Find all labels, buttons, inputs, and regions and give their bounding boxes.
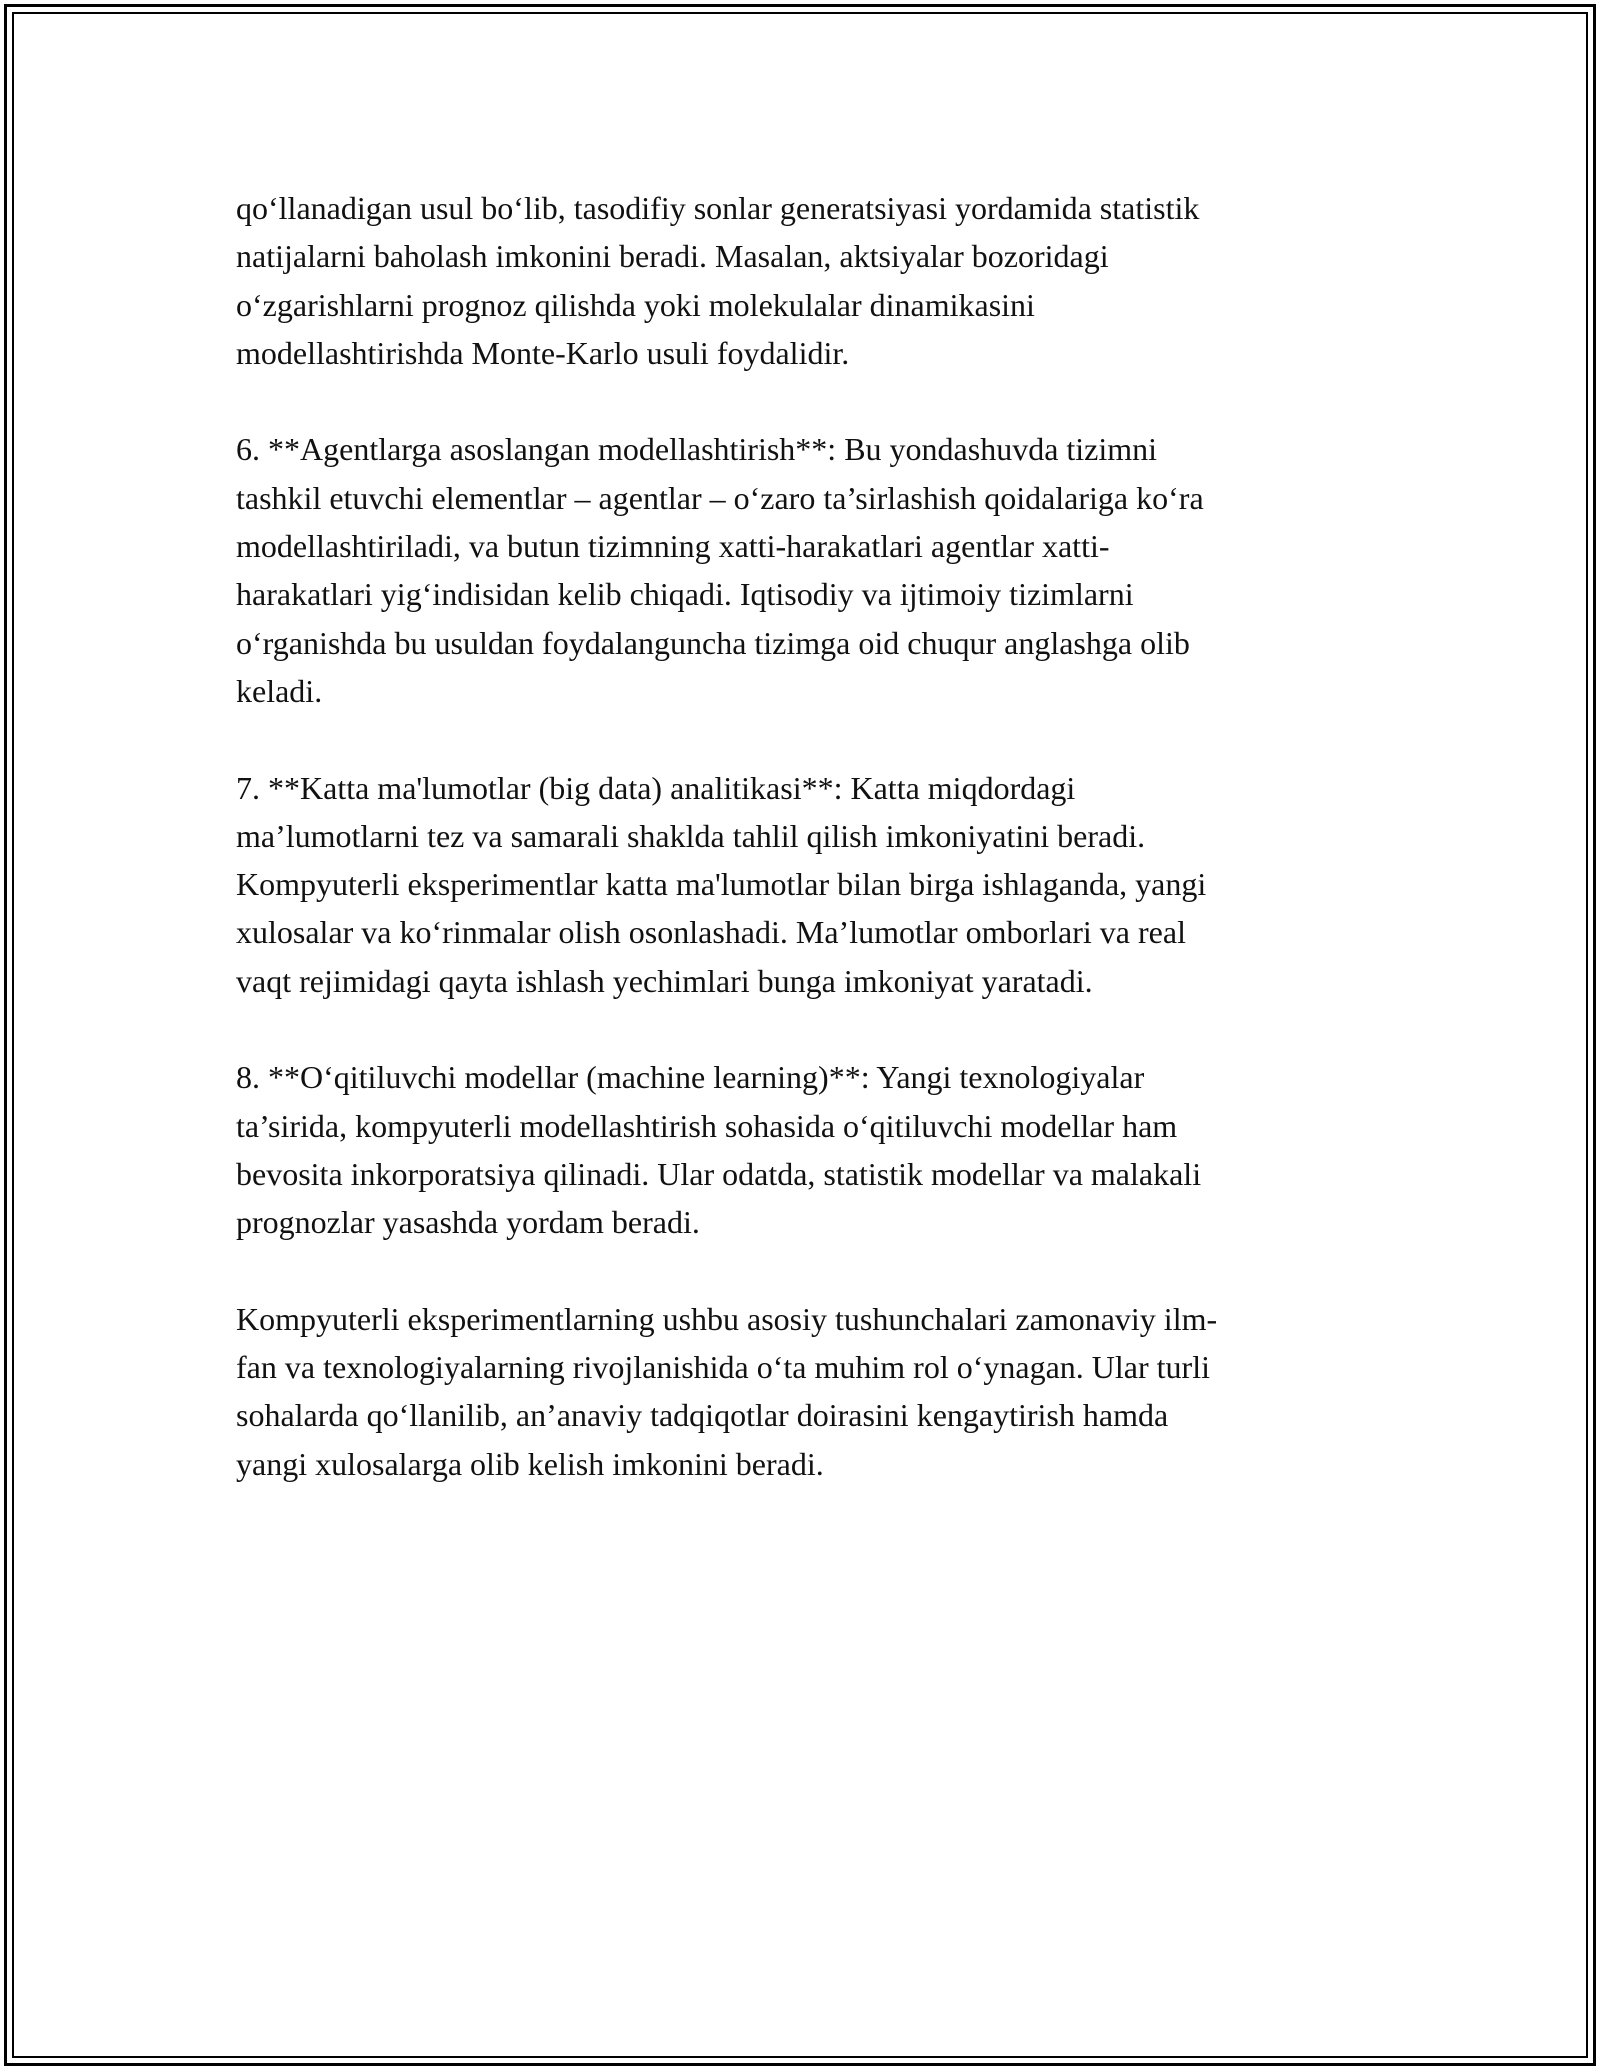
text-line: prognozlar yasashda yordam beradi. bbox=[236, 1204, 700, 1241]
text-line: xulosalar va ko‘rinmalar olish osonlashadi. Ma’lumotlar omborlari va real bbox=[236, 914, 1186, 951]
text-line: keladi. bbox=[236, 672, 323, 709]
text-line: Kompyuterli eksperimentlarning ushbu asosiy tushunchalari zamonaviy ilm- bbox=[236, 1300, 1218, 1337]
text-line: 8. **O‘qitiluvchi modellar (machine learning)**: Yangi texnologiyalar bbox=[236, 1059, 1145, 1096]
text-line: qo‘llanadigan usul bo‘lib, tasodifiy sonlar generatsiyasi yordamida statistik bbox=[236, 190, 1200, 226]
paragraph-big-data bbox=[236, 764, 1376, 1005]
paragraph-machine-learning bbox=[236, 1053, 1376, 1246]
paragraph-spacer bbox=[236, 715, 1376, 763]
text-line: fan va texnologiyalarning rivojlanishida o‘ta muhim rol o‘ynagan. Ular turli bbox=[236, 1349, 1210, 1386]
text-line: sohalarda qo‘llanilib, an’anaviy tadqiqotlar doirasini kengaytirish hamda bbox=[236, 1397, 1169, 1434]
text-line: natijalarni baholash imkonini beradi. Masalan, aktsiyalar bozoridagi bbox=[236, 238, 1109, 275]
paragraph-monte-carlo bbox=[236, 184, 1376, 377]
text-line: o‘zgarishlarni prognoz qilishda yoki molekulalar dinamikasini bbox=[236, 286, 1035, 323]
text-line: o‘rganishda bu usuldan foydalanguncha tizimga oid chuqur anglashga olib bbox=[236, 624, 1190, 661]
document-body bbox=[236, 184, 1376, 1488]
text-line: harakatlari yig‘indisidan kelib chiqadi. Iqtisodiy va ijtimoiy tizimlarni bbox=[236, 576, 1134, 613]
text-line: vaqt rejimidagi qayta ishlash yechimlari bunga imkoniyat yaratadi. bbox=[236, 962, 1093, 999]
paragraph-spacer bbox=[236, 1247, 1376, 1295]
text-line: modellashtiriladi, va butun tizimning xatti-harakatlari agentlar xatti- bbox=[236, 528, 1110, 565]
text-line: 6. **Agentlarga asoslangan modellashtirish**: Bu yondashuvda tizimni bbox=[236, 431, 1158, 468]
text-line: ta’sirida, kompyuterli modellashtirish sohasida o‘qitiluvchi modellar ham bbox=[236, 1107, 1178, 1144]
paragraph-agent-based-modeling bbox=[236, 425, 1376, 715]
text-line: bevosita inkorporatsiya qilinadi. Ular odatda, statistik modellar va malakali bbox=[236, 1155, 1202, 1192]
paragraph-spacer bbox=[236, 377, 1376, 425]
paragraph-conclusion bbox=[236, 1295, 1376, 1488]
text-line: yangi xulosalarga olib kelish imkonini beradi. bbox=[236, 1445, 824, 1482]
text-line: tashkil etuvchi elementlar – agentlar – o‘zaro ta’sirlashish qoidalariga ko‘ra bbox=[236, 479, 1204, 516]
text-line: modellashtirishda Monte-Karlo usuli foydalidir. bbox=[236, 334, 850, 371]
text-line: Kompyuterli eksperimentlar katta ma'lumotlar bilan birga ishlaganda, yangi bbox=[236, 866, 1207, 903]
text-line: 7. **Katta ma'lumotlar (big data) analitikasi**: Katta miqdordagi bbox=[236, 769, 1076, 806]
text-line: ma’lumotlarni tez va samarali shaklda tahlil qilish imkoniyatini beradi. bbox=[236, 817, 1146, 854]
paragraph-spacer bbox=[236, 1005, 1376, 1053]
